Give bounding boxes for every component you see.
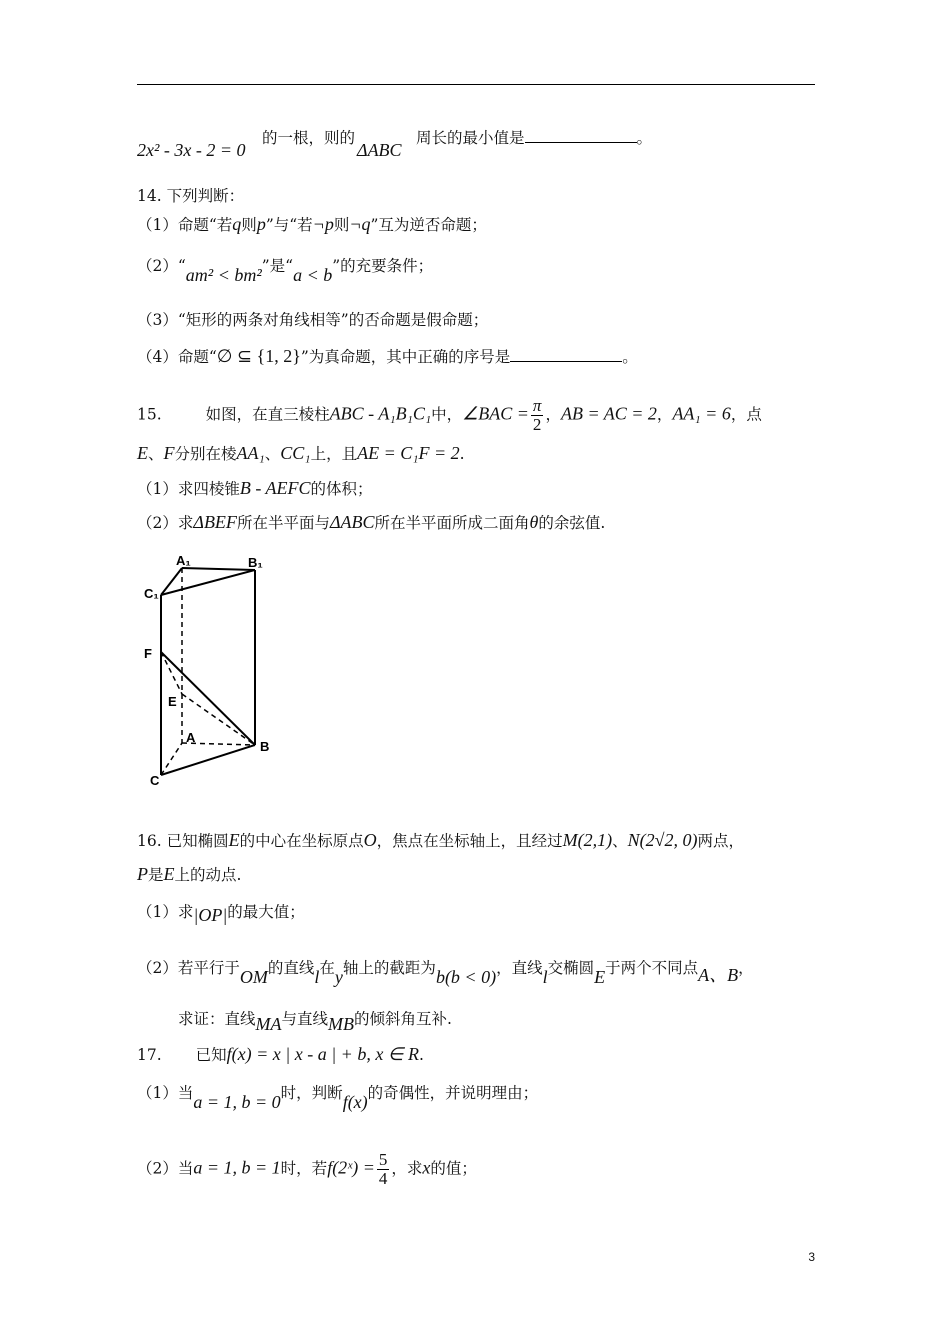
q15-comma: ， <box>656 405 673 424</box>
q16-l2: l <box>542 967 548 987</box>
q14-statement-3: （3）“矩形的两条对角线相等”的否命题是假命题； <box>137 311 489 329</box>
edge-fe-hidden <box>161 652 182 694</box>
q16-y: y <box>334 967 343 987</box>
q15-part-2 <box>137 512 605 533</box>
q15-part-1 <box>137 478 373 499</box>
q16-l2b: 是 <box>148 866 164 884</box>
q14-s1-mid3: 则 <box>333 216 350 234</box>
q13-text2: 周长的最小值是 <box>416 129 525 147</box>
q17-line-1 <box>137 1044 424 1065</box>
q15-part2e: 所在半平面所成二面角 <box>374 514 530 532</box>
q15-line2d: 分别在棱 <box>174 445 237 463</box>
q16-ab: A、B <box>698 965 739 985</box>
q16-p3e: 的倾斜角互补. <box>354 1010 452 1028</box>
q16-p1c: 的最大值； <box>227 903 305 921</box>
q15-eq2: AA₁ = 6 <box>672 403 731 424</box>
q15-part2d: ΔABC <box>329 512 375 532</box>
q13-text <box>262 128 355 148</box>
q16-l2d: 上的动点. <box>174 866 242 884</box>
edge-a1b1 <box>182 568 255 570</box>
q16-e2: E <box>594 967 606 987</box>
label-b: B <box>260 739 270 754</box>
q14-s1-np: ¬p <box>312 214 334 234</box>
q15-line2h: 上，且 <box>310 445 358 463</box>
q16-p2e: 在 <box>319 959 335 977</box>
q15-line1c: ， <box>545 405 561 424</box>
q14-s4-prefix: （4）命题“ <box>137 348 217 366</box>
q17-part-1 <box>137 1082 539 1112</box>
q14-s1-mid2: ”与“若 <box>265 216 313 234</box>
q14-s4-mid: ”为真命题，其中正确的序号是 <box>300 348 511 366</box>
label-f: F <box>144 646 152 661</box>
q15-period: . <box>459 445 465 463</box>
q16-point-n: N(2√2, 0) <box>627 830 698 850</box>
q14-answer-blank[interactable] <box>510 361 622 362</box>
label-e: E <box>168 694 177 709</box>
q16-p2a: （2）若平行于 <box>137 959 240 977</box>
q14-s1-nq: ¬q <box>349 214 371 234</box>
q17-p2a: （2）当 <box>137 1159 194 1178</box>
q14-s2-expr2: a < b <box>293 265 333 285</box>
q13-answer-blank[interactable] <box>525 142 637 143</box>
q15-e: E <box>137 443 148 463</box>
edge-cb <box>161 745 255 775</box>
q15-sep2: 、 <box>264 445 281 463</box>
q14-s1-prefix: （1）命题“若 <box>137 216 233 234</box>
label-a1: A₁ <box>176 553 191 568</box>
q15-part2b: ΔBEF <box>193 512 237 532</box>
q14-s2-end: ”的充要条件； <box>332 257 434 275</box>
q15-eq1: AB = AC = 2 <box>560 403 657 424</box>
q16-l1g: 、 <box>612 832 628 850</box>
q15-prism: ABC - A₁B₁C₁ <box>329 403 432 424</box>
q16-mb: MB <box>328 1014 355 1034</box>
q15-number: 15. <box>137 405 162 424</box>
q15-line1b: 中， <box>431 405 463 424</box>
q14-s1-p: p <box>256 214 266 234</box>
q16-ma: MA <box>255 1014 282 1034</box>
q16-p1a: （1）求 <box>137 903 194 921</box>
q16-op: |OP| <box>193 905 228 925</box>
q16-l2c: E <box>163 864 175 884</box>
header-rule <box>137 84 815 85</box>
q16-l2a: P <box>137 864 148 884</box>
q14-s1-q: q <box>232 214 242 234</box>
q16-l1b: E <box>228 830 240 850</box>
label-c1: C₁ <box>144 586 159 601</box>
q16-p2m: 于两个不同点 <box>605 959 699 977</box>
q13-end: 。 <box>636 129 653 147</box>
q16-l1i: 两点， <box>697 832 744 850</box>
q15-part1b: B - AEFC <box>239 478 311 498</box>
q15-line-1 <box>137 397 762 434</box>
q17-part-2 <box>137 1151 477 1188</box>
q17-fx: f(x) <box>342 1092 368 1112</box>
q16-line-1 <box>137 830 744 851</box>
q17-p1c: 时，判断 <box>280 1084 343 1102</box>
q15-part2a: （2）求 <box>137 514 194 532</box>
q17-p1a: （1）当 <box>137 1084 194 1102</box>
label-a: A <box>186 730 196 745</box>
q14-statement-4 <box>137 346 638 367</box>
q15-pi: π <box>532 396 542 415</box>
q14-s2-expr1: am² < bm² <box>185 265 262 285</box>
q13-triangle: ΔABC <box>357 140 402 160</box>
q13-line <box>137 140 246 161</box>
q14-s4-end: 。 <box>622 348 638 366</box>
q16-p2i: ，直线 <box>496 959 543 977</box>
q15-two: 2 <box>532 415 542 434</box>
q16-p2c: 的直线 <box>267 959 315 977</box>
q16-point-m: M(2,1) <box>562 830 613 850</box>
q16-line-2 <box>137 864 241 885</box>
q16-om: OM <box>239 967 268 987</box>
q15-sep1: 、 <box>148 445 164 463</box>
q15-line-2 <box>137 443 465 464</box>
q13-text1: 的一根，则的 <box>262 129 356 147</box>
q14-title: 14. 下列判断： <box>137 187 245 205</box>
q15-ae-eq: AE = C₁F = 2 <box>357 443 460 463</box>
q13-triangle-line <box>357 140 402 161</box>
q17-num: 5 <box>378 1150 388 1169</box>
q13-text2-line <box>416 128 652 148</box>
q14-statement-2 <box>137 255 434 285</box>
q16-b: b(b < 0) <box>435 967 497 987</box>
q17-den: 4 <box>378 1169 388 1188</box>
q15-cc1: CC₁ <box>280 443 311 463</box>
q15-aa1: AA₁ <box>236 443 265 463</box>
label-c: C <box>150 773 160 788</box>
q17-p2c: 时，若 <box>280 1159 328 1178</box>
q16-p3a: 求证：直线 <box>178 1010 256 1028</box>
q15-angle: ∠BAC = <box>462 403 529 424</box>
q17-x: x <box>422 1157 431 1178</box>
q17-number: 17. <box>137 1046 162 1064</box>
q16-l: l <box>314 967 320 987</box>
q14-s1-mid1: 则 <box>241 216 257 234</box>
q16-part-2 <box>137 957 754 987</box>
q17-p1e: 的奇偶性，并说明理由； <box>367 1084 539 1102</box>
label-b1: B₁ <box>248 555 263 570</box>
q14-s4-expr: ∅ ⊆ {1, 2} <box>216 346 301 366</box>
q15-f: F <box>163 443 175 463</box>
q15-line1a: 如图，在直三棱柱 <box>205 405 330 424</box>
q16-l1d: O <box>363 830 377 850</box>
q15-theta: θ <box>529 512 539 532</box>
q14-statement-1 <box>137 214 487 235</box>
q13-equation: 2x² - 3x - 2 = 0 <box>137 140 246 160</box>
q16-part-1 <box>137 901 305 925</box>
q17-p2e: ，求 <box>391 1159 423 1178</box>
q17-f2x: f(2ˣ) = <box>327 1157 375 1178</box>
q17-five-fourths <box>377 1151 390 1188</box>
q17-period: . <box>418 1046 424 1064</box>
q14-s1-end: ”互为逆否命题； <box>370 216 487 234</box>
q16-l1e: ，焦点在坐标轴上，且经过 <box>376 832 563 850</box>
q16-p2o: ， <box>738 959 754 977</box>
edge-c1b1 <box>161 570 255 595</box>
page-number: 3 <box>808 1250 815 1264</box>
q15-line1d: ，点 <box>730 405 762 424</box>
q16-l1c: 的中心在坐标原点 <box>239 832 364 850</box>
q16-l1a: 16. 已知椭圆 <box>137 832 229 850</box>
q16-p3c: 与直线 <box>281 1010 329 1028</box>
q15-pi-over-2 <box>531 397 544 434</box>
q15-part2c: 所在半平面与 <box>236 514 330 532</box>
prism-figure <box>130 548 290 793</box>
q17-l1b: 已知 <box>195 1046 227 1064</box>
q16-p2k: 交椭圆 <box>547 959 595 977</box>
q17-function: f(x) = x | x - a | + b, x ∈ R <box>226 1044 419 1064</box>
q14-s2-mid: ”是“ <box>261 257 294 275</box>
q16-part-2-proof <box>178 1008 452 1034</box>
q17-ab-values-2: a = 1, b = 1 <box>193 1157 281 1178</box>
q17-p2g: 的值； <box>430 1159 477 1178</box>
q17-ab-values: a = 1, b = 0 <box>193 1092 281 1112</box>
q16-p2g: 轴上的截距为 <box>342 959 436 977</box>
q15-part2g: 的余弦值. <box>538 514 606 532</box>
q15-part1a: （1）求四棱锥 <box>137 480 240 498</box>
q14-s2-prefix: （2）“ <box>137 257 186 275</box>
q15-part1c: 的体积； <box>310 480 373 498</box>
